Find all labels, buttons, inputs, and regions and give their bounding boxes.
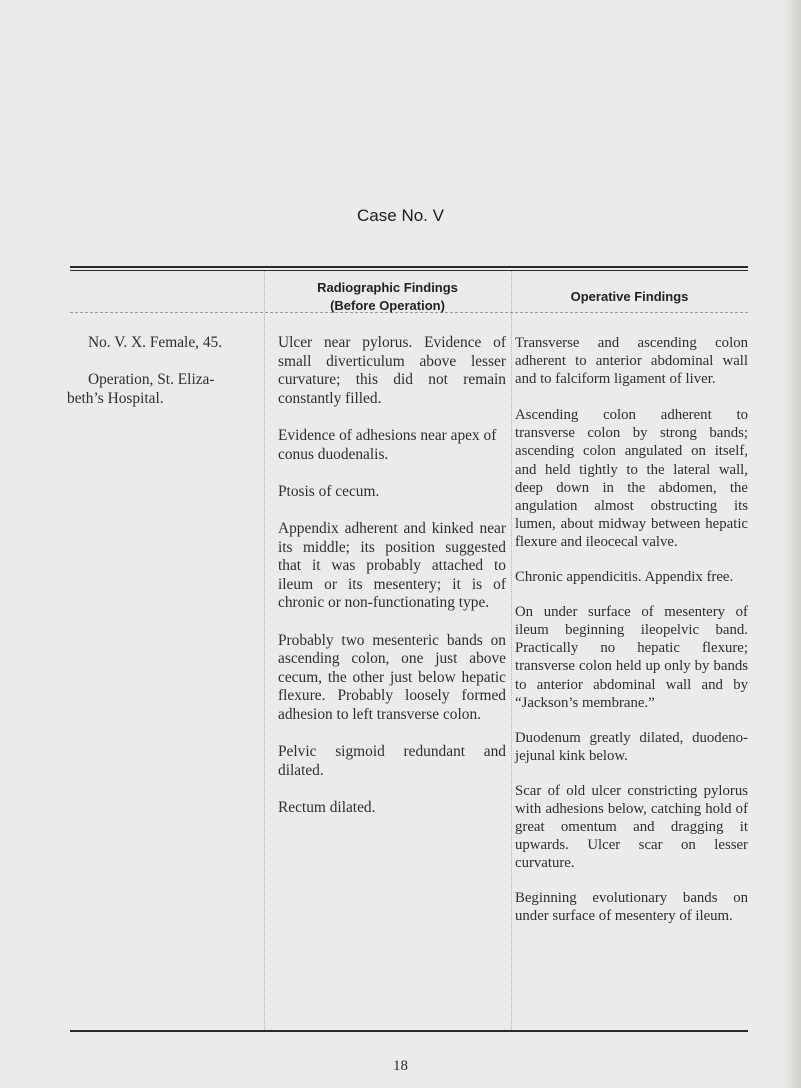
radiographic-finding: Evidence of adhesions near apex of conus duodenalis. — [278, 426, 497, 463]
radiographic-finding: Ptosis of cecum. — [278, 482, 380, 500]
radiographic-finding: Rectum dilated. — [278, 798, 376, 816]
column-divider-2 — [511, 271, 512, 1030]
radiographic-finding: Appendix adherent and kinked near its middle; its position suggested that it was probably attached to ileum or its mesentery; it is of chronic or non-functionating type. — [278, 519, 506, 612]
operative-column — [515, 334, 748, 926]
case-info-column — [67, 334, 262, 408]
operative-header: Operative Findings — [570, 289, 689, 304]
column-divider-1 — [264, 271, 265, 1030]
page-footer — [0, 1058, 801, 1088]
page-title: Case No. V — [357, 206, 444, 225]
operative-finding: Transverse and ascending colon adherent to anterior abdominal wall and to falciform ligament of liver. — [515, 335, 748, 388]
radiographic-header-line1: Radiographic Findings — [317, 280, 458, 295]
radiographic-finding: Probably two mesenteric bands on ascending colon, one just above cecum, the other just below hepatic flexure. Probably loosely formed adhesion to left transverse colon. — [278, 631, 506, 723]
radiographic-finding: Ulcer near pylorus. Evidence of small diverticulum above lesser curvature; this did not remain constantly filled. — [278, 334, 506, 407]
radiographic-finding: Pelvic sigmoid redundant and dilated. — [278, 743, 506, 779]
radiographic-header-line2: (Before Operation) — [330, 298, 445, 313]
radiographic-header — [264, 279, 511, 315]
page-number: 18 — [393, 1058, 408, 1074]
operative-finding: Ascending colon adherent to transverse colon by strong bands; ascending colon angulated on itself, and held tightly to the lateral wall, deep down in the abdomen, the angulation almost obstructing its lumen, about midway between hepatic flexure and ileocecal valve. — [515, 407, 748, 550]
operative-finding: On under surface of mesentery of ileum beginning ileopelvic band. Practically no hepatic flexure; transverse colon held up only by bands to anterior abdominal wall and by “Jackson’s membrane.” — [515, 604, 748, 711]
operative-finding: Duodenum greatly dilated, duodeno-jejunal kink below. — [515, 729, 748, 764]
page-edge-shadow — [783, 0, 801, 1088]
case-info-line3: beth’s Hospital. — [67, 389, 164, 407]
case-info-line2: Operation, St. Eliza- — [88, 371, 215, 389]
table-top-rule — [70, 266, 748, 271]
radiographic-column — [278, 334, 506, 836]
case-info-line1: No. V. X. Female, 45. — [88, 334, 223, 351]
operative-finding: Beginning evolutionary bands on under surface of mesentery of ileum. — [515, 890, 748, 925]
operative-finding: Chronic appendicitis. Appendix free. — [515, 569, 734, 586]
operative-finding: Scar of old ulcer constricting pylorus with adhesions below, catching hold of great omentum and dragging it upwards. Ulcer scar on lesser curvature. — [515, 782, 748, 872]
table-bottom-rule — [70, 1030, 748, 1032]
